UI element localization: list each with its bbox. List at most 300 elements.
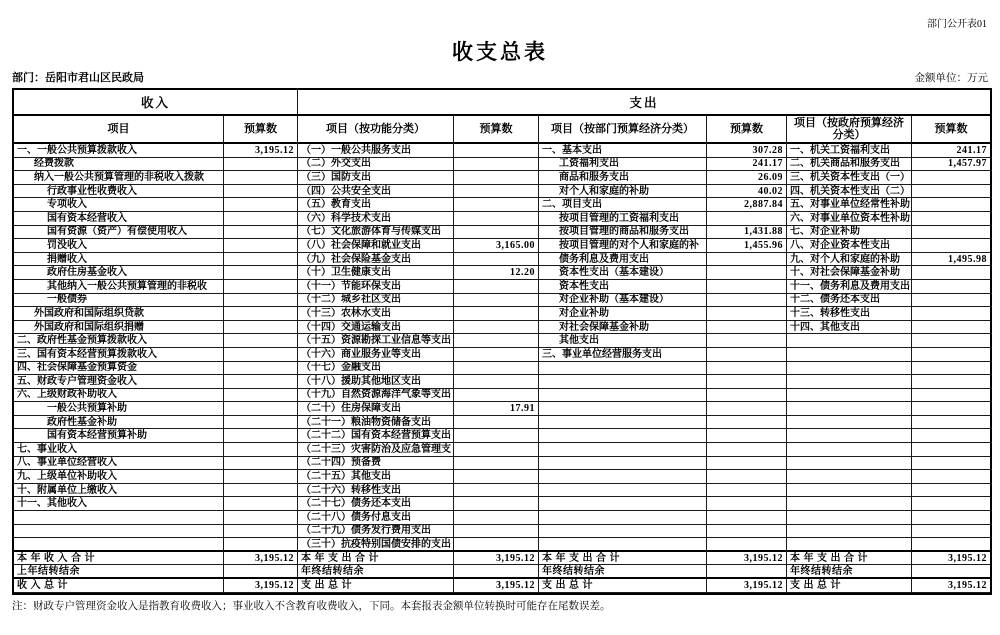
item-cell [539, 538, 707, 552]
item-cell: 七、对企业补助 [787, 226, 912, 240]
item-cell: 一般债券 [14, 294, 224, 308]
value-cell [912, 226, 990, 240]
item-cell: （七）文化旅游体育与传媒支出 [298, 226, 454, 240]
value-cell [707, 280, 787, 294]
table-row [14, 198, 990, 212]
item-cell [787, 470, 912, 484]
item-cell: 六、上级财政补助收入 [14, 389, 224, 403]
item-cell: （二十五）其他支出 [298, 470, 454, 484]
item-cell: （五）教育支出 [298, 198, 454, 212]
table-row [14, 185, 990, 199]
item-cell: （四）公共安全支出 [298, 185, 454, 199]
column-header-row [14, 116, 990, 144]
value-cell [912, 185, 990, 199]
value-cell: 1,455.96 [707, 239, 787, 253]
value-cell [707, 416, 787, 430]
value-cell [224, 538, 298, 552]
item-cell: 政府住房基金收入 [14, 266, 224, 280]
item-cell: （二十）住房保障支出 [298, 402, 454, 416]
table-row [14, 470, 990, 484]
value-cell [707, 484, 787, 498]
item-cell: （八）社会保障和就业支出 [298, 239, 454, 253]
item-cell: 对企业补助（基本建设） [539, 294, 707, 308]
item-cell: （二十七）债务还本支出 [298, 497, 454, 511]
value-cell: 26.09 [707, 171, 787, 185]
item-cell [787, 402, 912, 416]
value-cell [912, 294, 990, 308]
item-cell: 其他纳入一般公共预算管理的非税收 [14, 280, 224, 294]
value-cell [707, 470, 787, 484]
value-cell [707, 565, 787, 579]
value-cell [912, 212, 990, 226]
item-cell: 二、项目支出 [539, 198, 707, 212]
value-cell [707, 429, 787, 443]
table-row [14, 171, 990, 185]
item-cell: 九、对个人和家庭的补助 [787, 253, 912, 267]
item-cell: （二十一）粮油物资储备支出 [298, 416, 454, 430]
item-cell: 收 入 总 计 [14, 579, 224, 593]
value-cell [224, 226, 298, 240]
value-cell [224, 171, 298, 185]
item-cell: （二十四）预备费 [298, 457, 454, 471]
value-cell: 1,431.88 [707, 226, 787, 240]
item-cell [787, 416, 912, 430]
item-cell: 对个人和家庭的补助 [539, 185, 707, 199]
value-cell [224, 443, 298, 457]
value-cell [707, 321, 787, 335]
item-cell: 国有资源（资产）有偿使用收入 [14, 226, 224, 240]
value-cell: 1,495.98 [912, 253, 990, 267]
item-cell: （二十九）债务发行费用支出 [298, 525, 454, 539]
table-row [14, 226, 990, 240]
item-cell: 三、事业单位经营服务支出 [539, 348, 707, 362]
item-cell: 行政事业性收费收入 [14, 185, 224, 199]
item-cell [539, 362, 707, 376]
total-row [14, 565, 990, 579]
item-cell: 十四、其他支出 [787, 321, 912, 335]
value-cell [707, 253, 787, 267]
value-cell [454, 171, 539, 185]
item-cell: 本 年 支 出 合 计 [787, 552, 912, 566]
value-cell [454, 294, 539, 308]
item-cell [787, 443, 912, 457]
item-cell: （二）外交支出 [298, 158, 454, 172]
table-row [14, 457, 990, 471]
value-cell [912, 402, 990, 416]
item-cell: 十一、债务利息及费用支出 [787, 280, 912, 294]
table-row [14, 538, 990, 552]
item-cell [539, 484, 707, 498]
value-cell [224, 511, 298, 525]
value-cell [912, 198, 990, 212]
item-cell: 本 年 收 入 合 计 [14, 552, 224, 566]
item-cell: 国有资本经营预算补助 [14, 429, 224, 443]
item-cell: 债务利息及费用支出 [539, 253, 707, 267]
item-cell: 按项目管理的工资福利支出 [539, 212, 707, 226]
item-cell: （十六）商业服务业等支出 [298, 348, 454, 362]
expenditure-group-header: 支出 [298, 90, 990, 116]
item-cell [539, 470, 707, 484]
value-cell: 3,195.12 [454, 579, 539, 593]
value-cell [707, 348, 787, 362]
table-row [14, 497, 990, 511]
table-row [14, 212, 990, 226]
item-cell: （十二）城乡社区支出 [298, 294, 454, 308]
value-cell [912, 321, 990, 335]
value-cell [224, 253, 298, 267]
item-cell: （三）国防支出 [298, 171, 454, 185]
value-cell [454, 389, 539, 403]
item-cell: 经费拨款 [14, 158, 224, 172]
value-cell [224, 470, 298, 484]
item-cell: 四、机关资本性支出（二） [787, 185, 912, 199]
item-cell [787, 497, 912, 511]
value-cell [707, 375, 787, 389]
item-cell [787, 362, 912, 376]
value-cell [707, 266, 787, 280]
item-cell: 五、对事业单位经常性补助 [787, 198, 912, 212]
item-cell: 十一、其他收入 [14, 497, 224, 511]
item-cell [787, 375, 912, 389]
item-cell: （一）一般公共服务支出 [298, 144, 454, 158]
value-cell [912, 362, 990, 376]
value-cell [912, 470, 990, 484]
value-cell: 40.02 [707, 185, 787, 199]
value-cell [912, 443, 990, 457]
value-cell [454, 457, 539, 471]
item-cell: 九、上级单位补助收入 [14, 470, 224, 484]
value-cell [454, 198, 539, 212]
item-cell [539, 402, 707, 416]
item-cell [539, 497, 707, 511]
item-cell [787, 525, 912, 539]
item-cell: 政府性基金补助 [14, 416, 224, 430]
item-cell: （十九）自然资源海洋气象等支出 [298, 389, 454, 403]
value-cell [912, 239, 990, 253]
item-cell [539, 443, 707, 457]
value-cell [912, 457, 990, 471]
item-cell [539, 429, 707, 443]
item-cell [787, 511, 912, 525]
column-header: 预算数 [912, 116, 990, 144]
unit-label: 金额单位：万元 [914, 73, 988, 84]
value-cell: 3,195.12 [454, 552, 539, 566]
value-cell [454, 212, 539, 226]
item-cell: 六、对事业单位资本性补助 [787, 212, 912, 226]
value-cell [454, 307, 539, 321]
item-cell [14, 525, 224, 539]
value-cell [912, 525, 990, 539]
value-cell: 3,195.12 [707, 579, 787, 593]
value-cell [454, 443, 539, 457]
item-cell: 按项目管理的对个人和家庭的补 [539, 239, 707, 253]
summary-table [12, 88, 992, 595]
value-cell: 3,195.12 [224, 552, 298, 566]
value-cell [224, 402, 298, 416]
item-cell [787, 389, 912, 403]
item-cell: 一般公共预算补助 [14, 402, 224, 416]
item-cell: 工资福利支出 [539, 158, 707, 172]
item-cell [787, 429, 912, 443]
item-cell: （六）科学技术支出 [298, 212, 454, 226]
item-cell: （十三）农林水支出 [298, 307, 454, 321]
item-cell: （二十二）国有资本经营预算支出 [298, 429, 454, 443]
value-cell: 12.20 [454, 266, 539, 280]
item-cell: 按项目管理的商品和服务支出 [539, 226, 707, 240]
value-cell [454, 525, 539, 539]
value-cell [454, 253, 539, 267]
value-cell [707, 334, 787, 348]
value-cell [224, 198, 298, 212]
item-cell: 二、机关商品和服务支出 [787, 158, 912, 172]
table-row [14, 158, 990, 172]
item-cell: 一、基本支出 [539, 144, 707, 158]
item-cell: 对企业补助 [539, 307, 707, 321]
value-cell: 17.91 [454, 402, 539, 416]
item-cell [539, 375, 707, 389]
value-cell [224, 457, 298, 471]
table-row [14, 266, 990, 280]
value-cell [224, 158, 298, 172]
item-cell [539, 511, 707, 525]
value-cell [454, 158, 539, 172]
value-cell [454, 185, 539, 199]
value-cell: 3,195.12 [912, 579, 990, 593]
value-cell [454, 362, 539, 376]
item-cell: 二、政府性基金预算拨款收入 [14, 334, 224, 348]
value-cell [454, 334, 539, 348]
value-cell [454, 470, 539, 484]
item-cell: 支 出 总 计 [539, 579, 707, 593]
total-row [14, 552, 990, 566]
value-cell: 3,195.12 [707, 552, 787, 566]
value-cell [224, 429, 298, 443]
page-title: 收支总表 [452, 40, 548, 64]
item-cell: 其他支出 [539, 334, 707, 348]
value-cell [912, 484, 990, 498]
table-row [14, 294, 990, 308]
value-cell [912, 307, 990, 321]
item-cell: 上年结转结余 [14, 565, 224, 579]
value-cell [912, 348, 990, 362]
item-cell: （十四）交通运输支出 [298, 321, 454, 335]
value-cell [224, 280, 298, 294]
column-header: 项目（按政府预算经济分类） [787, 116, 912, 144]
item-cell: （二十六）转移性支出 [298, 484, 454, 498]
item-cell [14, 511, 224, 525]
value-cell [224, 307, 298, 321]
item-cell [539, 525, 707, 539]
item-cell [539, 389, 707, 403]
department-label: 部门：岳阳市君山区民政局 [12, 72, 144, 84]
item-cell [787, 538, 912, 552]
value-cell [707, 362, 787, 376]
column-header: 预算数 [224, 116, 298, 144]
value-cell: 3,165.00 [454, 239, 539, 253]
value-cell [224, 294, 298, 308]
value-cell: 3,195.12 [224, 144, 298, 158]
item-cell: 支 出 总 计 [787, 579, 912, 593]
value-cell [224, 375, 298, 389]
item-cell: （九）社会保险基金支出 [298, 253, 454, 267]
value-cell [707, 538, 787, 552]
item-cell [539, 416, 707, 430]
value-cell [454, 511, 539, 525]
item-cell: （十七）金融支出 [298, 362, 454, 376]
item-cell: 捐赠收入 [14, 253, 224, 267]
value-cell [224, 266, 298, 280]
item-cell [787, 348, 912, 362]
value-cell: 2,887.84 [707, 198, 787, 212]
value-cell [707, 443, 787, 457]
item-cell [787, 457, 912, 471]
table-row [14, 484, 990, 498]
item-cell: 三、机关资本性支出（一） [787, 171, 912, 185]
value-cell [454, 375, 539, 389]
item-cell: 八、对企业资本性支出 [787, 239, 912, 253]
item-cell: 本 年 支 出 合 计 [539, 552, 707, 566]
column-header: 项目 [14, 116, 224, 144]
table-row [14, 443, 990, 457]
item-cell: 对社会保障基金补助 [539, 321, 707, 335]
value-cell [912, 565, 990, 579]
value-cell [912, 538, 990, 552]
item-cell: 专项收入 [14, 198, 224, 212]
item-cell: 资本性支出 [539, 280, 707, 294]
value-cell [707, 497, 787, 511]
item-cell: 一、一般公共预算拨款收入 [14, 144, 224, 158]
value-cell [707, 389, 787, 403]
value-cell [224, 348, 298, 362]
item-cell: 十、附属单位上缴收入 [14, 484, 224, 498]
value-cell [224, 185, 298, 199]
item-cell: 国有资本经营收入 [14, 212, 224, 226]
total-row [14, 579, 990, 593]
item-cell: （十五）资源勘探工业信息等支出 [298, 334, 454, 348]
table-row [14, 307, 990, 321]
value-cell [454, 484, 539, 498]
table-row [14, 429, 990, 443]
footnote: 注：财政专户管理资金收入是指教育收费收入；事业收入不含教育收费收入，下同。本套报表金额单位转换时可能存在尾数误差。 [12, 601, 611, 612]
item-cell: 外国政府和国际组织贷款 [14, 307, 224, 321]
value-cell [707, 307, 787, 321]
table-body [14, 144, 990, 593]
value-cell [454, 144, 539, 158]
table-row [14, 334, 990, 348]
value-cell [454, 321, 539, 335]
item-cell: 十三、转移性支出 [787, 307, 912, 321]
column-header: 预算数 [454, 116, 539, 144]
item-cell [14, 538, 224, 552]
value-cell [912, 416, 990, 430]
column-header: 预算数 [707, 116, 787, 144]
item-cell [539, 457, 707, 471]
value-cell [707, 525, 787, 539]
value-cell [224, 334, 298, 348]
value-cell [224, 239, 298, 253]
value-cell [454, 348, 539, 362]
value-cell [224, 389, 298, 403]
item-cell: （二十三）灾害防治及应急管理支 [298, 443, 454, 457]
value-cell [707, 294, 787, 308]
table-row [14, 321, 990, 335]
value-cell [224, 416, 298, 430]
item-cell: （十一）节能环保支出 [298, 280, 454, 294]
value-cell [454, 280, 539, 294]
value-cell [224, 362, 298, 376]
value-cell [454, 416, 539, 430]
value-cell [912, 511, 990, 525]
item-cell: 四、社会保障基金预算资金 [14, 362, 224, 376]
table-row [14, 348, 990, 362]
table-row [14, 239, 990, 253]
item-cell: 七、事业收入 [14, 443, 224, 457]
value-cell [224, 565, 298, 579]
table-row [14, 389, 990, 403]
value-cell [224, 525, 298, 539]
column-header: 项目（按功能分类） [298, 116, 454, 144]
value-cell [707, 457, 787, 471]
value-cell [224, 484, 298, 498]
column-header: 项目（按部门预算经济分类） [539, 116, 707, 144]
sub-header [12, 69, 988, 85]
item-cell: 商品和服务支出 [539, 171, 707, 185]
value-cell [912, 497, 990, 511]
item-cell: 年终结转结余 [298, 565, 454, 579]
table-row [14, 144, 990, 158]
item-cell: 五、财政专户管理资金收入 [14, 375, 224, 389]
value-cell [912, 429, 990, 443]
item-cell: （十）卫生健康支出 [298, 266, 454, 280]
item-cell: 年终结转结余 [787, 565, 912, 579]
value-cell [454, 226, 539, 240]
item-cell [787, 334, 912, 348]
value-cell [707, 402, 787, 416]
table-row [14, 525, 990, 539]
table-row [14, 253, 990, 267]
value-cell [707, 511, 787, 525]
value-cell [912, 280, 990, 294]
item-cell: 罚没收入 [14, 239, 224, 253]
value-cell [454, 538, 539, 552]
item-cell: 八、事业单位经营收入 [14, 457, 224, 471]
doc-code: 部门公开表01 [927, 19, 987, 30]
value-cell: 3,195.12 [912, 552, 990, 566]
table-row [14, 362, 990, 376]
value-cell [454, 429, 539, 443]
item-cell: （三十）抗疫特别国债安排的支出 [298, 538, 454, 552]
value-cell [224, 497, 298, 511]
value-cell [707, 212, 787, 226]
value-cell: 3,195.12 [224, 579, 298, 593]
item-cell: 外国政府和国际组织捐赠 [14, 321, 224, 335]
item-cell: 支 出 总 计 [298, 579, 454, 593]
item-cell: 本 年 支 出 合 计 [298, 552, 454, 566]
income-group-header: 收入 [14, 90, 298, 116]
item-cell: 一、机关工资福利支出 [787, 144, 912, 158]
item-cell: 纳入一般公共预算管理的非税收入拨款 [14, 171, 224, 185]
item-cell: 三、国有资本经营预算拨款收入 [14, 348, 224, 362]
value-cell: 1,457.97 [912, 158, 990, 172]
item-cell: （二十八）债务付息支出 [298, 511, 454, 525]
table-row [14, 402, 990, 416]
item-cell: 十、对社会保障基金补助 [787, 266, 912, 280]
table-row [14, 280, 990, 294]
value-cell [912, 266, 990, 280]
value-cell: 241.17 [912, 144, 990, 158]
table-row [14, 416, 990, 430]
group-header-row [14, 90, 990, 116]
